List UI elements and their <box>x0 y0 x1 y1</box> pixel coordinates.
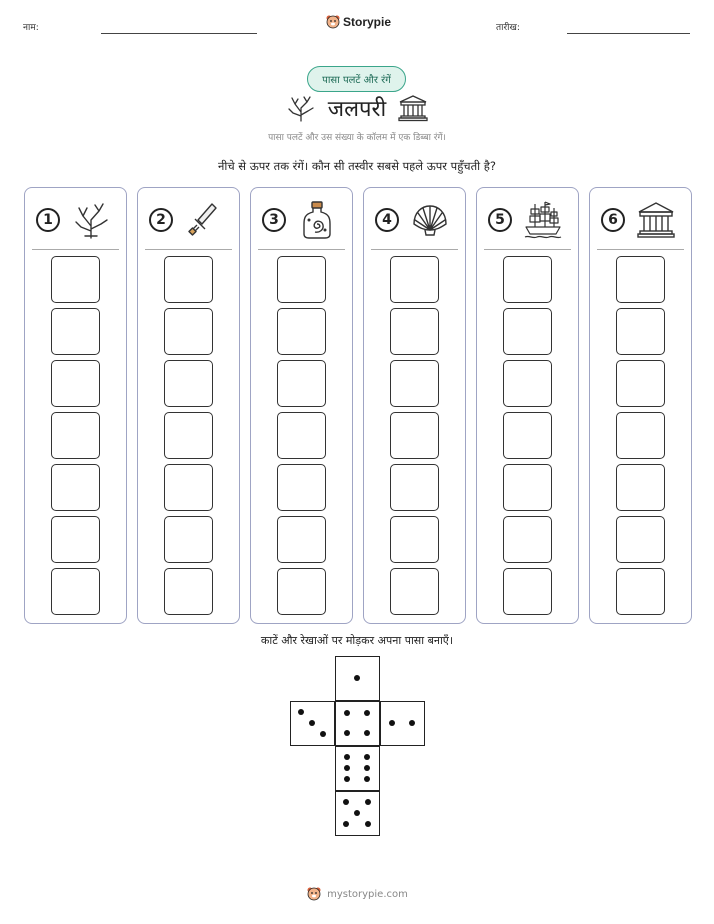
color-box[interactable] <box>616 464 665 511</box>
color-box[interactable] <box>616 360 665 407</box>
date-label: तारीख: <box>496 23 520 33</box>
color-box[interactable] <box>503 256 552 303</box>
column-divider <box>484 249 571 250</box>
color-box[interactable] <box>503 568 552 615</box>
name-line[interactable] <box>101 33 257 34</box>
column-header <box>25 188 126 248</box>
column-divider <box>597 249 684 250</box>
color-box[interactable] <box>51 360 100 407</box>
color-box[interactable] <box>390 360 439 407</box>
column-header <box>364 188 465 248</box>
color-box[interactable] <box>616 568 665 615</box>
color-box[interactable] <box>503 308 552 355</box>
brand-logo <box>326 14 391 30</box>
column-1 <box>24 187 127 624</box>
column-number: 2 <box>149 208 173 232</box>
color-box[interactable] <box>277 360 326 407</box>
worksheet-title: जलपरी <box>327 97 387 122</box>
color-box[interactable] <box>503 516 552 563</box>
color-box[interactable] <box>616 412 665 459</box>
dagger-icon <box>184 200 224 240</box>
bear-logo-icon <box>326 14 340 30</box>
color-box[interactable] <box>164 516 213 563</box>
column-header <box>590 188 691 248</box>
column-2 <box>137 187 240 624</box>
die-pip <box>343 799 349 805</box>
die-face-4 <box>335 701 380 746</box>
footer-url[interactable]: mystorypie.com <box>327 888 408 900</box>
color-box[interactable] <box>164 568 213 615</box>
activity-type-badge: पासा पलटें और रंगें <box>307 66 406 92</box>
temple-icon <box>636 200 676 240</box>
color-box[interactable] <box>51 464 100 511</box>
column-divider <box>32 249 119 250</box>
cut-instruction: काटें और रेखाओं पर मोड़कर अपना पासा बनाएँ। <box>260 634 454 647</box>
brand-name: Storypie <box>343 15 392 29</box>
coral-icon <box>71 200 111 240</box>
date-line[interactable] <box>567 33 690 34</box>
die-pip <box>309 720 315 726</box>
die-net <box>290 656 424 836</box>
die-pip <box>364 730 370 736</box>
column-divider <box>145 249 232 250</box>
bear-logo-icon <box>306 886 322 902</box>
column-header <box>138 188 239 248</box>
bottle-icon <box>297 200 337 240</box>
die-pip <box>320 731 326 737</box>
column-3 <box>250 187 353 624</box>
color-box[interactable] <box>390 412 439 459</box>
color-box[interactable] <box>51 568 100 615</box>
column-number: 3 <box>262 208 286 232</box>
column-divider <box>371 249 458 250</box>
color-box[interactable] <box>51 308 100 355</box>
subtitle: पासा पलटें और उस संख्या के कॉलम में एक डिब्बा रंगें। <box>268 133 446 143</box>
die-pip <box>365 821 371 827</box>
name-label: नाम: <box>23 23 39 33</box>
color-box[interactable] <box>390 568 439 615</box>
color-box[interactable] <box>616 256 665 303</box>
color-box[interactable] <box>51 516 100 563</box>
color-box[interactable] <box>390 516 439 563</box>
column-number: 6 <box>601 208 625 232</box>
color-box[interactable] <box>164 308 213 355</box>
die-pip <box>344 710 350 716</box>
color-box[interactable] <box>277 308 326 355</box>
column-header <box>477 188 578 248</box>
color-box[interactable] <box>277 464 326 511</box>
color-box[interactable] <box>503 412 552 459</box>
temple-icon <box>398 94 428 122</box>
die-face-3 <box>290 701 335 746</box>
die-face-2 <box>380 701 425 746</box>
column-6 <box>589 187 692 624</box>
die-pip <box>344 776 350 782</box>
color-box[interactable] <box>390 256 439 303</box>
dice-race-columns <box>24 187 690 624</box>
seashell-icon <box>410 200 450 240</box>
die-pip <box>389 720 395 726</box>
die-pip <box>344 765 350 771</box>
footer <box>0 886 714 902</box>
color-box[interactable] <box>503 360 552 407</box>
die-pip <box>364 754 370 760</box>
color-box[interactable] <box>164 256 213 303</box>
die-pip <box>409 720 415 726</box>
color-box[interactable] <box>277 516 326 563</box>
color-box[interactable] <box>277 568 326 615</box>
color-box[interactable] <box>51 412 100 459</box>
color-box[interactable] <box>503 464 552 511</box>
die-pip <box>344 754 350 760</box>
color-box[interactable] <box>390 464 439 511</box>
coral-icon <box>286 94 316 122</box>
color-box[interactable] <box>164 412 213 459</box>
title-row <box>0 92 714 124</box>
color-box[interactable] <box>164 360 213 407</box>
color-box[interactable] <box>277 412 326 459</box>
die-pip <box>298 709 304 715</box>
column-number: 4 <box>375 208 399 232</box>
column-header <box>251 188 352 248</box>
color-box[interactable] <box>51 256 100 303</box>
color-box[interactable] <box>164 464 213 511</box>
die-pip <box>354 675 360 681</box>
die-face-5 <box>335 791 380 836</box>
die-face-1 <box>335 656 380 701</box>
die-pip <box>364 765 370 771</box>
column-divider <box>258 249 345 250</box>
column-number: 1 <box>36 208 60 232</box>
column-4 <box>363 187 466 624</box>
column-5 <box>476 187 579 624</box>
die-pip <box>365 799 371 805</box>
color-box[interactable] <box>616 516 665 563</box>
color-box[interactable] <box>277 256 326 303</box>
die-pip <box>343 821 349 827</box>
instruction: नीचे से ऊपर तक रंगें। कौन सी तस्वीर सबसे पहले ऊपर पहुँचती है? <box>217 159 497 173</box>
worksheet-header <box>0 14 714 40</box>
color-box[interactable] <box>616 308 665 355</box>
column-number: 5 <box>488 208 512 232</box>
color-box[interactable] <box>390 308 439 355</box>
die-face-6 <box>335 746 380 791</box>
die-pip <box>364 776 370 782</box>
die-pip <box>354 810 360 816</box>
die-pip <box>364 710 370 716</box>
die-pip <box>344 730 350 736</box>
ship-icon <box>523 200 563 240</box>
